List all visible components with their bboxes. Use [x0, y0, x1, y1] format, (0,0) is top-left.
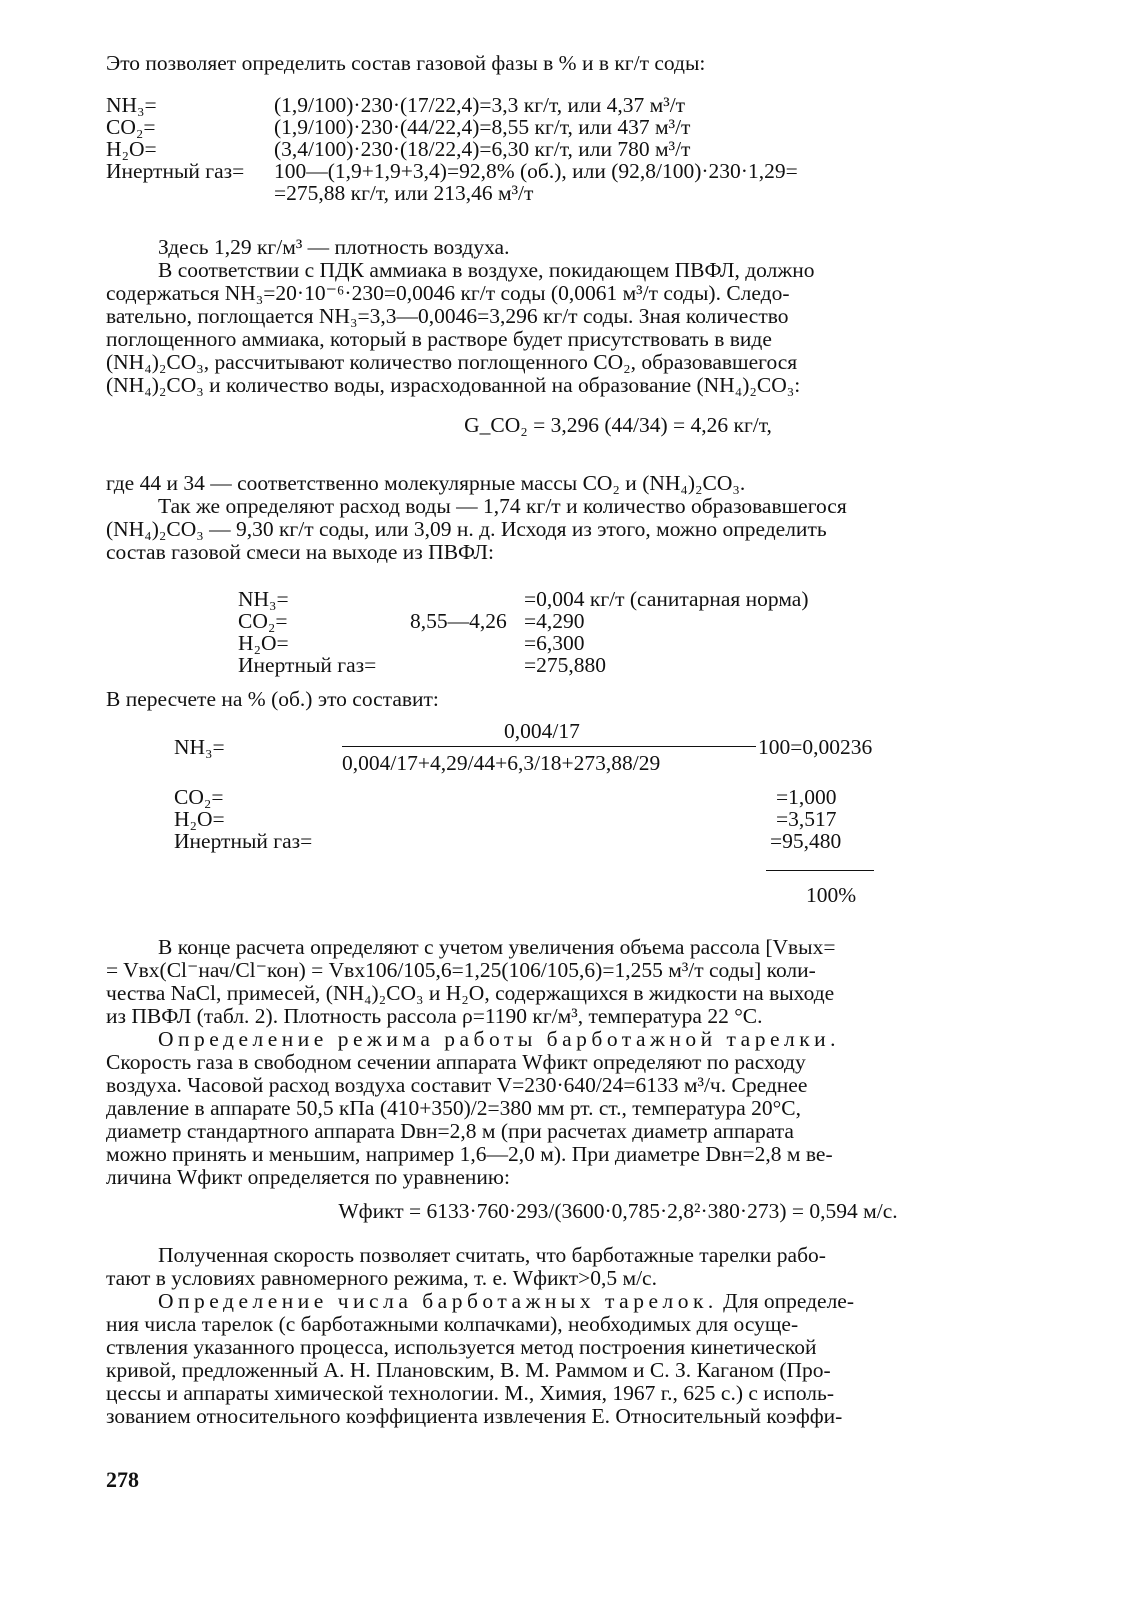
- text-line: из ПВФЛ (табл. 2). Плотность рассола ρ=1190 кг/м³, температура 22 °C.: [106, 1004, 763, 1028]
- text-line: В соответствии с ПДК аммиака в воздухе, покидающем ПВФЛ, должно: [158, 258, 815, 282]
- text-line: цессы и аппараты химической технологии. М., Химия, 1967 г., 625 с.) с исполь-: [106, 1381, 834, 1405]
- fraction-bar: [342, 746, 756, 747]
- total-block: [106, 884, 1128, 906]
- text-line: можно принять и меньшим, например 1,6—2,0 м). При диаметре Dвн=2,8 м ве-: [106, 1142, 833, 1166]
- text-line: состав газовой смеси на выходе из ПВФЛ:: [106, 540, 494, 564]
- section-heading: Определение режима работы барботажной тарелки.: [158, 1027, 841, 1051]
- recalc-intro: [106, 688, 1128, 711]
- fraction-numerator: 0,004/17: [504, 719, 580, 743]
- page-number: 278: [106, 1467, 139, 1492]
- outlet-value: =0,004 кг/т (санитарная норма): [524, 587, 809, 611]
- text-line: поглощенного аммиака, который в растворе будет присутствовать в виде: [106, 327, 772, 351]
- text-line: Здесь 1,29 кг/м³ — плотность воздуха.: [158, 235, 510, 259]
- text-line: (NH₄)₂CO₃ — 9,30 кг/т соды, или 3,09 н. д. Исходя из этого, можно определить: [106, 517, 827, 541]
- outlet-value: =4,290: [524, 609, 585, 633]
- composition-expr: (1,9/100)·230·(17/22,4)=3,3 кг/т, или 4,37 м³/т: [274, 93, 686, 117]
- text-line: ния числа тарелок (с барботажными колпачками), необходимых для осуще-: [106, 1312, 799, 1336]
- outlet-row: [106, 632, 1128, 654]
- text-line: Так же определяют расход воды — 1,74 кг/т и количество образовавшегося: [158, 494, 847, 518]
- total-value: 100%: [806, 883, 857, 907]
- composition-block: [106, 94, 1128, 204]
- text-line: воздуха. Часовой расход воздуха составит V=230·640/24=6133 м³/ч. Среднее: [106, 1073, 808, 1097]
- percent-block: [106, 786, 1128, 852]
- formula-line: G_CO₂ = 3,296 (44/34) = 4,26 кг/т,: [464, 413, 772, 437]
- paragraph-density: [106, 236, 1128, 397]
- outlet-label: CO₂=: [238, 609, 288, 633]
- composition-label: H₂O=: [106, 137, 157, 161]
- text-line: ствления указанного процесса, используется метод построения кинетической: [106, 1335, 817, 1359]
- text-line: В конце расчета определяют с учетом увеличения объема рассола [Vвых=: [158, 935, 836, 959]
- composition-expr: 100—(1,9+1,9+3,4)=92,8% (об.), или (92,8/100)·230·1,29=: [274, 159, 798, 183]
- section-heading: Определение числа барботажных тарелок.: [158, 1289, 718, 1313]
- composition-label: Инертный газ=: [106, 159, 245, 183]
- composition-row: [106, 94, 1128, 116]
- outlet-value: =6,300: [524, 631, 585, 655]
- composition-label: CO₂=: [106, 115, 156, 139]
- percent-value: =95,480: [770, 829, 842, 853]
- outlet-row: [106, 588, 1128, 610]
- text-line: В пересчете на % (об.) это составит:: [106, 687, 439, 711]
- text-line: чества NaCl, примесей, (NH₄)₂CO₃ и H₂O, содержащихся в жидкости на выходе: [106, 981, 835, 1005]
- paragraph-water: [106, 472, 1128, 564]
- composition-row: [106, 116, 1128, 138]
- paragraph-plates: [106, 1244, 1128, 1428]
- fraction-label: NH₃=: [174, 735, 225, 759]
- composition-row: [106, 182, 1128, 204]
- formula-line: Wфикт = 6133·760·293/(3600·0,785·2,8²·380·273) = 0,594 м/с.: [338, 1199, 898, 1223]
- total-rule: [766, 870, 874, 871]
- text-fragment: Для определе-: [717, 1289, 855, 1313]
- nh3-fraction: [106, 720, 1128, 790]
- text-line: зованием относительного коэффициента извлечения E. Относительный коэффи-: [106, 1404, 843, 1428]
- percent-value: =3,517: [776, 807, 837, 831]
- percent-row: [106, 786, 1128, 808]
- text-line: диаметр стандартного аппарата Dвн=2,8 м (при расчетах диаметр аппарата: [106, 1119, 794, 1143]
- text-line: кривой, предложенный А. Н. Плановским, В. М. Раммом и С. З. Каганом (Про-: [106, 1358, 831, 1382]
- text-line: где 44 и 34 — соответственно молекулярные массы CO₂ и (NH₄)₂CO₃.: [106, 471, 746, 495]
- paragraph-brine: [106, 936, 1128, 1189]
- outlet-value: =275,880: [524, 653, 607, 677]
- text-line: [106, 1290, 1128, 1313]
- percent-row: [106, 830, 1128, 852]
- text-line: содержаться NH₃=20·10⁻⁶·230=0,0046 кг/т соды (0,0061 м³/т соды). Следо-: [106, 281, 790, 305]
- composition-row: [106, 160, 1128, 182]
- composition-row: [106, 138, 1128, 160]
- text-line: = Vвх(Cl⁻нач/Cl⁻кон) = Vвх106/105,6=1,25(106/105,6)=1,255 м³/т соды] коли-: [106, 958, 816, 982]
- text-line: вательно, поглощается NH₃=3,3—0,0046=3,296 кг/т соды. Зная количество: [106, 304, 789, 328]
- percent-label: CO₂=: [174, 785, 224, 809]
- composition-expr: (1,9/100)·230·(44/22,4)=8,55 кг/т, или 437 м³/т: [274, 115, 691, 139]
- text-line: Полученная скорость позволяет считать, что барботажные тарелки рабо-: [158, 1243, 826, 1267]
- percent-value: =1,000: [776, 785, 837, 809]
- composition-expr: (3,4/100)·230·(18/22,4)=6,30 кг/т, или 780 м³/т: [274, 137, 691, 161]
- percent-label: H₂O=: [174, 807, 225, 831]
- composition-expr: =275,88 кг/т, или 213,46 м³/т: [274, 181, 534, 205]
- percent-row: [106, 808, 1128, 830]
- total-row: [106, 884, 1128, 906]
- outlet-label: Инертный газ=: [238, 653, 377, 677]
- fraction-result: 100=0,00236: [758, 735, 873, 759]
- composition-label: NH₃=: [106, 93, 157, 117]
- outlet-block: [106, 588, 1128, 676]
- text-line: тают в условиях равномерного режима, т. е. Wфикт>0,5 м/с.: [106, 1266, 657, 1290]
- text-line: (NH₄)₂CO₃ и количество воды, израсходованной на образование (NH₄)₂CO₃:: [106, 373, 801, 397]
- text-line: Скорость газа в свободном сечении аппарата Wфикт определяют по расходу: [106, 1050, 806, 1074]
- text-line: (NH₄)₂CO₃, рассчитывают количество поглощенного CO₂, образовавшегося: [106, 350, 798, 374]
- outlet-row: [106, 654, 1128, 676]
- text-line: личина Wфикт определяется по уравнению:: [106, 1165, 510, 1189]
- text-line: давление в аппарате 50,5 кПа (410+350)/2=380 мм рт. ст., температура 20°C,: [106, 1096, 801, 1120]
- percent-label: Инертный газ=: [174, 829, 313, 853]
- outlet-mid: 8,55—4,26: [410, 609, 507, 633]
- intro-line: Это позволяет определить состав газовой фазы в % и в кг/т соды:: [106, 51, 706, 75]
- outlet-label: H₂O=: [238, 631, 289, 655]
- intro-paragraph: [106, 52, 1128, 75]
- outlet-label: NH₃=: [238, 587, 289, 611]
- fraction-denominator: 0,004/17+4,29/44+6,3/18+273,88/29: [342, 751, 661, 775]
- outlet-row: [106, 610, 1128, 632]
